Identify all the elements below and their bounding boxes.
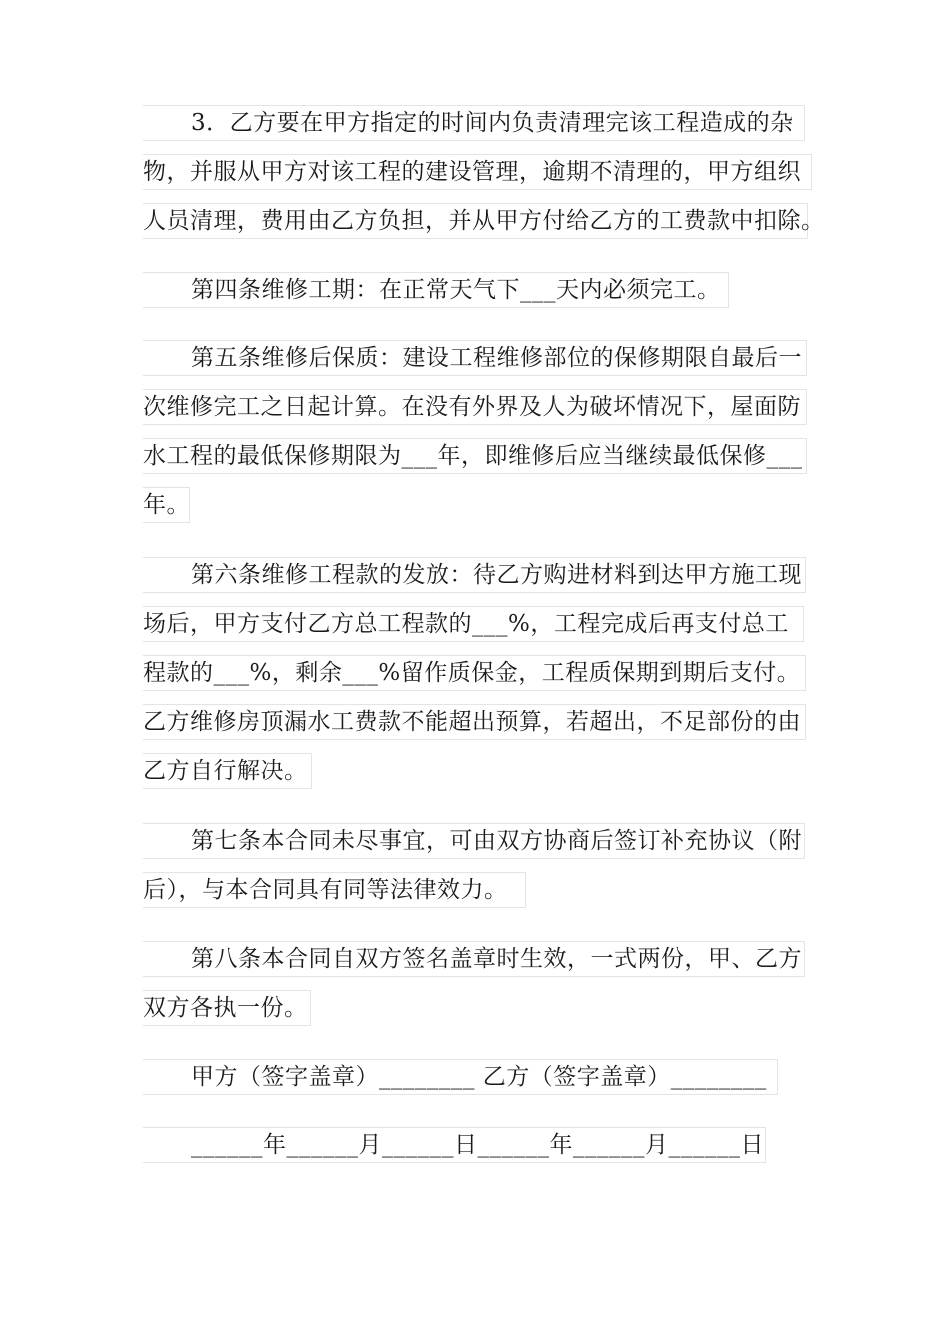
text-line: 第五条维修后保质：建设工程维修部位的保修期限自最后一	[143, 340, 807, 376]
text-line: 次维修完工之日起计算。在没有外界及人为破坏情况下，屋面防	[143, 389, 807, 425]
text-line: 场后，甲方支付乙方总工程款的___%，工程完成后再支付总工	[143, 606, 804, 642]
text-line: 第八条本合同自双方签名盖章时生效，一式两份，甲、乙方	[143, 941, 805, 977]
text-line: 后），与本合同具有同等法律效力。	[143, 872, 526, 908]
text-line: 人员清理，费用由乙方负担，并从甲方付给乙方的工费款中扣除。	[143, 203, 808, 239]
text-line: 水工程的最低保修期限为___年，即维修后应当继续最低保修___	[143, 438, 807, 474]
text-line: 物，并服从甲方对该工程的建设管理，逾期不清理的，甲方组织	[143, 154, 812, 190]
text-line: 双方各执一份。	[143, 990, 311, 1026]
signature-line: 甲方（签字盖章）________ 乙方（签字盖章）________	[143, 1059, 778, 1095]
text-line: 3．乙方要在甲方指定的时间内负责清理完该工程造成的杂	[143, 105, 805, 141]
text-line: 第四条维修工期：在正常天气下___天内必须完工。	[143, 272, 729, 308]
text-line: 第七条本合同未尽事宜，可由双方协商后签订补充协议（附	[143, 823, 805, 859]
date-line: ______年______月______日______年______月______日	[143, 1127, 766, 1163]
text-line: 年。	[143, 487, 190, 523]
text-line: 第六条维修工程款的发放：待乙方购进材料到达甲方施工现	[143, 557, 806, 593]
text-line: 程款的___%，剩余___%留作质保金，工程质保期到期后支付。	[143, 655, 806, 691]
text-line: 乙方自行解决。	[143, 753, 312, 789]
text-line: 乙方维修房顶漏水工费款不能超出预算，若超出，不足部份的由	[143, 704, 806, 740]
